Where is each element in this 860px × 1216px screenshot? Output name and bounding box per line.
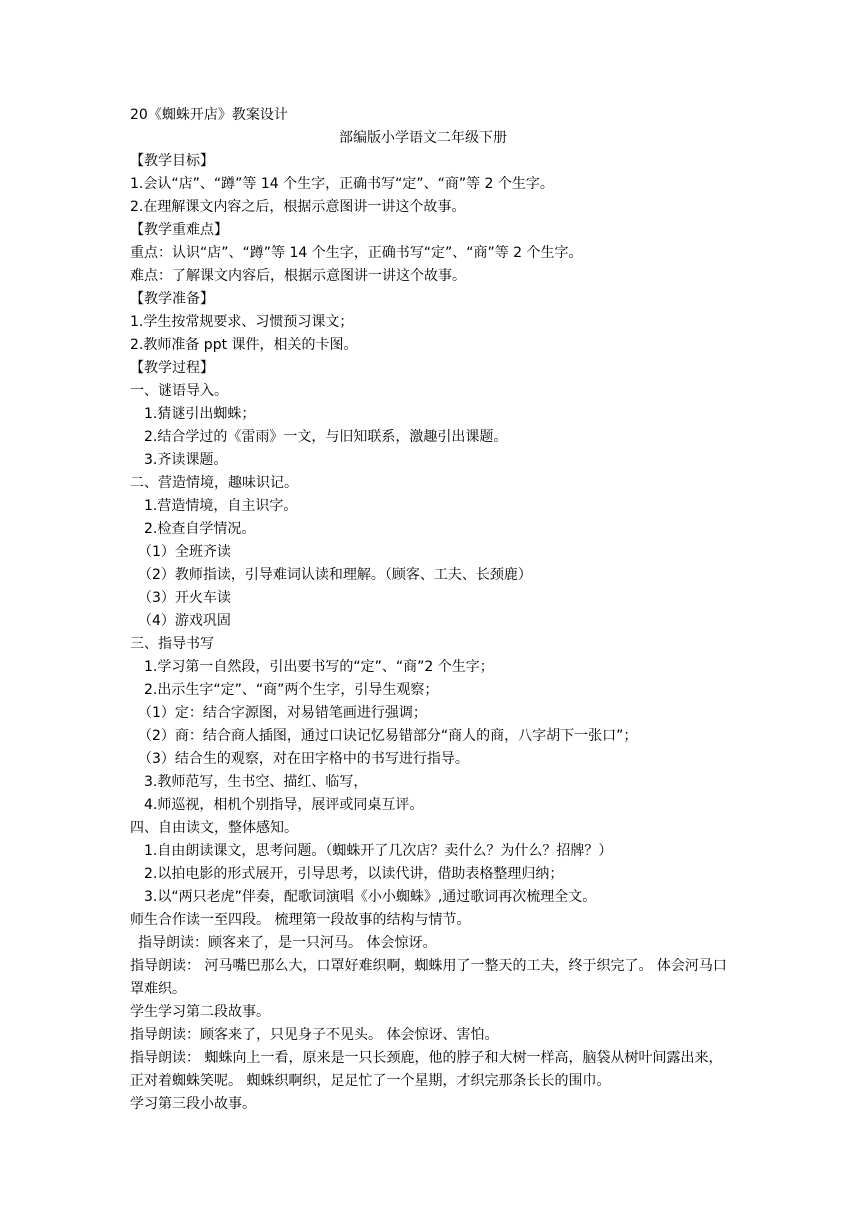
process-subitem: （2）商：结合商人插图，通过口诀记忆易错部分“商人的商，八字胡下一张口”； [138,728,638,744]
section-heading-objectives: 【教学目标】 [130,153,214,169]
paragraph: 指导朗读： 蜘蛛向上一看，原来是一只长颈鹿，他的脖子和大树一样高，脑袋从树叶间露出来，正对着蜘蛛笑呢。 蜘蛛织啊织，足足忙了一个星期，才织完那条长长的围巾。 [130,1050,723,1089]
preparation-item-1: 1.学生按常规要求、习惯预习课文； [130,314,354,330]
process-item: 4.师巡视，相机个别指导，展评或同桌互评。 [144,797,424,813]
process-item: 3.以“两只老虎”伴奏，配歌词演唱《小小蜘蛛》,通过歌词再次梳理全文。 [144,889,597,905]
process-subitem: （3）开火车读 [138,590,231,606]
paragraph: 指导朗读：顾客来了，只见身子不见头。 体会惊讶、害怕。 [130,1027,499,1043]
section-heading-preparation: 【教学准备】 [130,291,214,307]
document-title: 20《蜘蛛开店》教案设计 [130,107,288,123]
process-item: 3.教师范写，生书空、描红、临写， [144,774,368,790]
process-subitem: （1）全班齐读 [138,544,231,560]
lesson-plan-body [130,104,735,1116]
process-subitem: （1）定：结合字源图，对易错笔画进行强调； [138,705,427,721]
paragraph: 指导朗读：顾客来了，是一只河马。 体会惊讶。 [138,935,437,951]
objective-item-2: 2.在理解课文内容之后，根据示意图讲一讲这个故事。 [130,199,466,215]
process-item: 1.自由朗读课文，思考问题。（蜘蛛开了几次店？卖什么？为什么？招牌？） [144,843,613,859]
objective-item-1: 1.会认“店”、“蹲”等 14 个生字，正确书写“定”、“商”等 2 个生字。 [130,176,554,192]
preparation-item-2: 2.教师准备 ppt 课件，相关的卡图。 [130,337,358,353]
process-item: 1.猜谜引出蜘蛛； [144,406,256,422]
paragraph: 学生学习第二段故事。 [130,1004,270,1020]
paragraph: 师生合作读一至四段。 梳理第一段故事的结构与情节。 [130,912,471,928]
process-item: 2.出示生字“定”、“商”两个生字，引导生观察； [144,682,439,698]
paragraph: 学习第三段小故事。 [130,1096,256,1112]
process-step-4-heading: 四、自由读文，整体感知。 [130,820,298,836]
process-item: 3.齐读课题。 [144,452,228,468]
process-step-2-heading: 二、营造情境，趣味识记。 [130,475,298,491]
process-step-3-heading: 三、指导书写 [130,636,214,652]
paragraph: 指导朗读： 河马嘴巴那么大，口罩好难织啊，蜘蛛用了一整天的工夫，终于织完了。 体会河马口罩难织。 [130,958,727,997]
section-heading-process: 【教学过程】 [130,360,214,376]
process-subitem: （2）教师指读，引导难词认读和理解。（顾客、工夫、长颈鹿） [138,567,532,583]
document-subtitle: 部编版小学语文二年级下册 [339,130,507,146]
process-item: 2.结合学过的《雷雨》一文，与旧知联系，激趣引出课题。 [144,429,508,445]
section-heading-key-points: 【教学重难点】 [130,222,228,238]
process-item: 2.以拍电影的形式展开，引导思考，以读代讲，借助表格整理归纳； [144,866,564,882]
process-item: 1.学习第一自然段，引出要书写的“定”、“商”2 个生字； [144,659,494,675]
difficult-point: 难点：了解课文内容后，根据示意图讲一讲这个故事。 [130,268,466,284]
key-point: 重点：认识“店”、“蹲”等 14 个生字，正确书写“定”、“商”等 2 个生字。 [130,245,583,261]
process-subitem: （4）游戏巩固 [138,613,231,629]
process-subitem: （3）结合生的观察，对在田字格中的书写进行指导。 [138,751,469,767]
process-step-1-heading: 一、谜语导入。 [130,383,228,399]
process-item: 1.营造情境，自主识字。 [144,498,298,514]
process-item: 2.检查自学情况。 [144,521,256,537]
